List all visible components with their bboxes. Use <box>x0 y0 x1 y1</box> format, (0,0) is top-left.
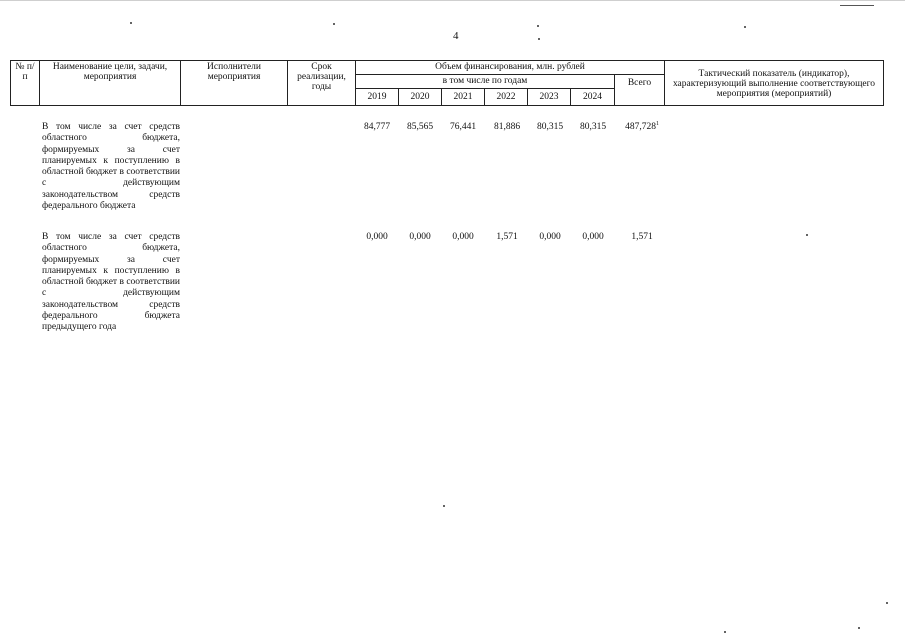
scan-corner-mark <box>840 5 874 6</box>
header-num: № п/п <box>11 61 40 106</box>
header-by-years: в том числе по годам <box>356 75 615 89</box>
header-funding: Объем финансирования, млн. рублей <box>356 61 665 75</box>
scan-speck <box>806 234 808 236</box>
row-value-2024: 0,000 <box>582 232 604 242</box>
scan-speck <box>538 38 540 40</box>
scan-speck <box>333 23 335 25</box>
page-number: 4 <box>453 30 459 42</box>
row-value-2024: 80,315 <box>579 122 607 132</box>
row-value-2023: 80,315 <box>536 122 564 132</box>
row-value-2023: 0,000 <box>539 232 561 242</box>
header-year-2021: 2021 <box>442 89 485 106</box>
row-total-value: 487,728 <box>625 122 656 132</box>
funding-table-header <box>10 60 884 106</box>
row-total <box>615 232 669 243</box>
header-year-2020: 2020 <box>399 89 442 106</box>
scan-top-edge <box>0 0 905 1</box>
scan-speck <box>537 25 539 27</box>
scan-speck <box>724 631 726 633</box>
row-value-2021: 76,441 <box>449 122 477 132</box>
header-term: Срок реализации, годы <box>288 61 356 106</box>
row-value-2020: 85,565 <box>406 122 434 132</box>
header-name: Наименование цели, задачи, мероприятия <box>40 61 181 106</box>
header-year-2024: 2024 <box>571 89 615 106</box>
scan-speck <box>858 627 860 629</box>
row-value-2019: 84,777 <box>363 122 391 132</box>
row-description: В том числе за счет средств областного бюджета, формируемых за счет планируемых к поступлению в областной бюджет в соответствии с действующим законодательством средств федерального бюджета предыдущего года <box>42 232 180 333</box>
header-indicator: Тактический показатель (индикатор), характеризующий выполнение соответствующего мероприятия (мероприятий) <box>665 61 884 106</box>
row-value-2020: 0,000 <box>409 232 431 242</box>
header-year-2019: 2019 <box>356 89 399 106</box>
row-value-2021: 0,000 <box>452 232 474 242</box>
row-total-value: 1,571 <box>631 232 653 242</box>
header-year-2022: 2022 <box>485 89 528 106</box>
header-executors: Исполнители мероприятия <box>181 61 288 106</box>
scan-speck <box>443 505 445 507</box>
row-value-2022: 1,571 <box>496 232 518 242</box>
scan-speck <box>744 26 746 28</box>
row-value-2022: 81,886 <box>493 122 521 132</box>
header-total: Всего <box>615 75 665 106</box>
scan-speck <box>130 22 132 24</box>
row-description: В том числе за счет средств областного бюджета, формируемых за счет планируемых к поступлению в областной бюджет в соответствии с действующим законодательством средств федерального бюджета <box>42 122 180 212</box>
footnote-mark: 1 <box>655 120 659 127</box>
row-total <box>615 122 669 133</box>
scan-speck <box>886 602 888 604</box>
row-value-2019: 0,000 <box>366 232 388 242</box>
header-year-2023: 2023 <box>528 89 571 106</box>
